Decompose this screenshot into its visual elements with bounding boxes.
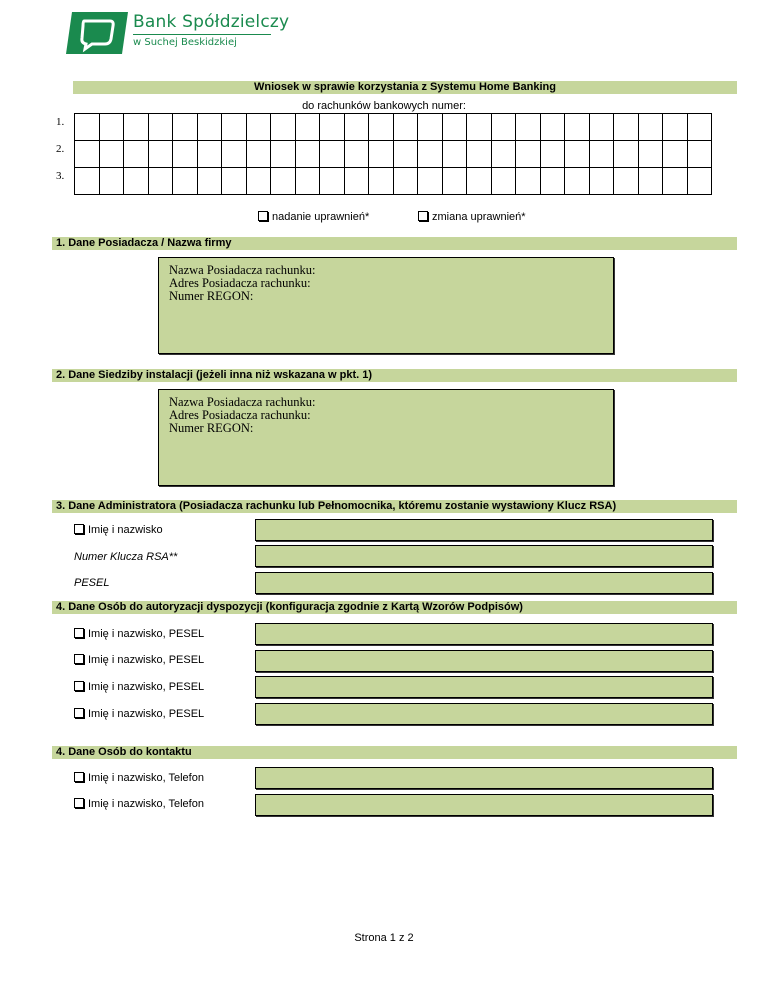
change-permissions-checkbox[interactable] <box>418 211 428 221</box>
holder-address-line: Adres Posiadacza rachunku: <box>169 276 311 290</box>
installation-name-line: Nazwa Posiadacza rachunku: <box>169 395 316 409</box>
admin-name-option[interactable] <box>74 524 163 536</box>
contact-label-2: Imię i nazwisko, Telefon <box>88 798 204 810</box>
bank-logo-icon <box>66 12 128 54</box>
section1-title: 1. Dane Posiadacza / Nazwa firmy <box>52 237 737 250</box>
authorizer-checkbox-3[interactable] <box>74 681 84 691</box>
contact-checkbox-2[interactable] <box>74 798 84 808</box>
holder-data-box[interactable] <box>158 257 614 354</box>
authorizer-checkbox-1[interactable] <box>74 628 84 638</box>
authorizer-option-4[interactable] <box>74 708 204 720</box>
installation-regon-line: Numer REGON: <box>169 421 254 435</box>
contact-checkbox-1[interactable] <box>74 772 84 782</box>
rsa-key-field[interactable] <box>255 545 713 567</box>
authorizer-label-4: Imię i nazwisko, PESEL <box>88 708 205 720</box>
rsa-key-label: Numer Klucza RSA** <box>74 551 178 563</box>
section2-title: 2. Dane Siedziby instalacji (jeżeli inna niż wskazana w pkt. 1) <box>52 369 737 382</box>
installation-address-line: Adres Posiadacza rachunku: <box>169 408 311 422</box>
account-row-1 <box>75 114 712 141</box>
section4-title: 4. Dane Osób do autoryzacji dyspozycji (konfiguracja zgodnie z Kartą Wzorów Podpisów) <box>52 601 737 614</box>
contact-option-2[interactable] <box>74 798 204 810</box>
form-title: Wniosek w sprawie korzystania z Systemu Home Banking <box>73 81 737 94</box>
authorizer-label-1: Imię i nazwisko, PESEL <box>88 628 205 640</box>
authorizer-checkbox-4[interactable] <box>74 708 84 718</box>
contact-field-1[interactable] <box>255 767 713 789</box>
accounts-label: do rachunków bankowych numer: <box>302 100 466 112</box>
contact-field-2[interactable] <box>255 794 713 816</box>
pesel-label: PESEL <box>74 577 110 589</box>
grant-permissions-checkbox[interactable] <box>258 211 268 221</box>
account-row-3 <box>75 168 712 195</box>
authorizer-field-3[interactable] <box>255 676 713 698</box>
admin-name-label: Imię i nazwisko <box>88 524 163 536</box>
account-row-2 <box>75 141 712 168</box>
contact-option-1[interactable] <box>74 772 204 784</box>
change-permissions-option[interactable] <box>418 211 526 223</box>
authorizer-field-2[interactable] <box>255 650 713 672</box>
bank-name: Bank Spółdzielczy <box>133 12 290 32</box>
authorizer-label-3: Imię i nazwisko, PESEL <box>88 681 205 693</box>
section5-title: 4. Dane Osób do kontaktu <box>52 746 737 759</box>
account-number-grid[interactable] <box>74 113 712 195</box>
admin-name-field[interactable] <box>255 519 713 541</box>
holder-regon-line: Numer REGON: <box>169 289 254 303</box>
change-permissions-label: zmiana uprawnień* <box>432 211 526 223</box>
holder-name-line: Nazwa Posiadacza rachunku: <box>169 263 316 277</box>
installation-data-box[interactable] <box>158 389 614 486</box>
authorizer-checkbox-2[interactable] <box>74 654 84 664</box>
authorizer-option-3[interactable] <box>74 681 204 693</box>
admin-name-checkbox[interactable] <box>74 524 84 534</box>
contact-label-1: Imię i nazwisko, Telefon <box>88 772 204 784</box>
authorizer-field-1[interactable] <box>255 623 713 645</box>
page-number: Strona 1 z 2 <box>354 932 414 944</box>
account-row-label-3: 3. <box>56 170 65 182</box>
pesel-field[interactable] <box>255 572 713 594</box>
account-row-label-2: 2. <box>56 143 65 155</box>
authorizer-option-1[interactable] <box>74 628 204 640</box>
grant-permissions-label: nadanie uprawnień* <box>272 211 370 223</box>
section3-title: 3. Dane Administratora (Posiadacza rachunku lub Pełnomocnika, któremu zostanie wystawiony Klucz RSA) <box>52 500 737 513</box>
authorizer-label-2: Imię i nazwisko, PESEL <box>88 654 205 666</box>
bank-location: w Suchej Beskidzkiej <box>133 37 237 48</box>
grant-permissions-option[interactable] <box>258 211 369 223</box>
logo-divider <box>133 34 271 35</box>
authorizer-option-2[interactable] <box>74 654 204 666</box>
account-row-label-1: 1. <box>56 116 65 128</box>
authorizer-field-4[interactable] <box>255 703 713 725</box>
